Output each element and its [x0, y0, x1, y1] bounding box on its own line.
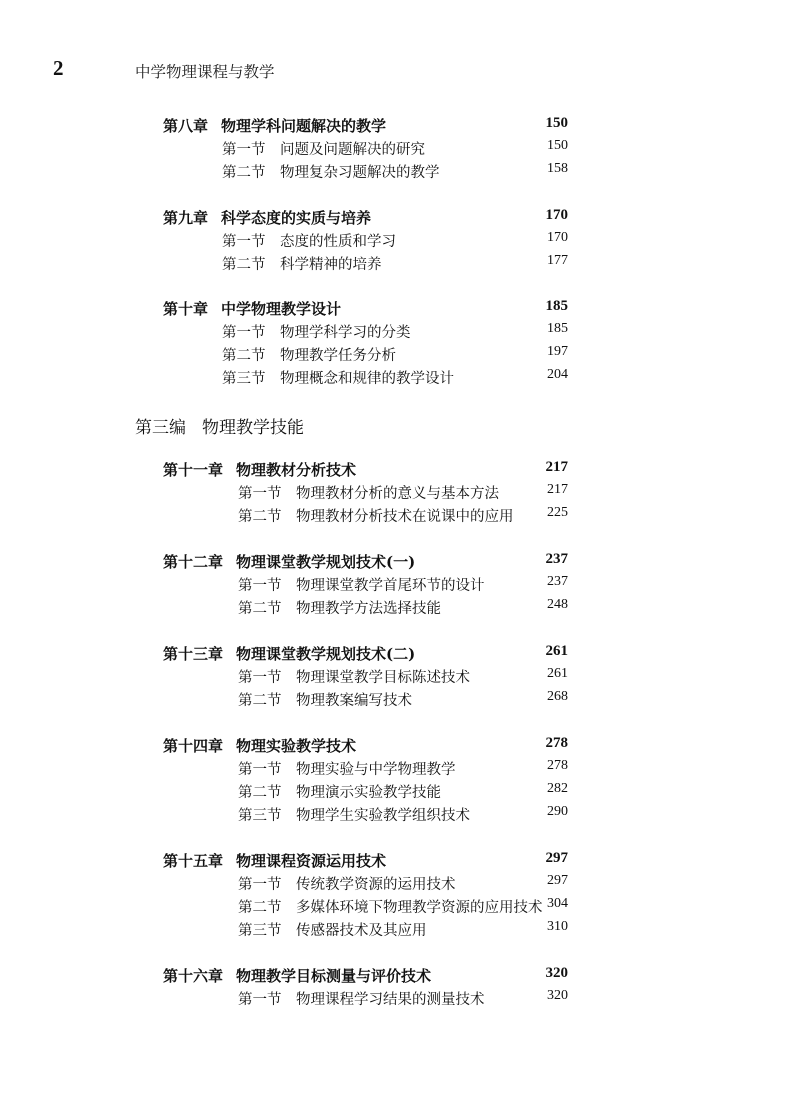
section-entry [238, 873, 568, 895]
section-title: 物理教学任务分析 [280, 348, 396, 364]
section-label: 第二节 [222, 257, 266, 273]
chapter-label: 第十六章 [163, 967, 224, 985]
running-title: 中学物理课程与教学 [135, 63, 275, 81]
chapter-page-number: 185 [545, 298, 568, 314]
section-label: 第二节 [238, 509, 282, 525]
section-page-number: 248 [547, 597, 568, 612]
section-page-number: 177 [547, 253, 568, 268]
section-title: 物理课堂教学首尾环节的设计 [296, 578, 485, 594]
section-page-number: 197 [547, 344, 568, 359]
chapter-page-number: 170 [545, 207, 568, 223]
chapter-title: 物理学科问题解决的教学 [221, 117, 387, 135]
chapter-label: 第九章 [163, 209, 209, 227]
section-entry [238, 804, 568, 826]
section-entry [238, 896, 568, 918]
chapter-title: 物理教材分析技术 [236, 461, 357, 479]
section-page-number: 290 [547, 804, 568, 819]
section-page-number: 185 [547, 321, 568, 336]
section-entry [238, 781, 568, 803]
section-entry [238, 689, 568, 711]
section-entry [238, 666, 568, 688]
section-label: 第一节 [238, 992, 282, 1008]
chapter-label: 第十二章 [163, 553, 224, 571]
section-label: 第一节 [222, 325, 266, 341]
section-label: 第一节 [238, 670, 282, 686]
section-entry [222, 230, 568, 252]
section-page-number: 170 [547, 230, 568, 245]
section-title: 传统教学资源的运用技术 [296, 877, 456, 893]
section-entry [238, 758, 568, 780]
part-heading [135, 413, 304, 438]
section-label: 第一节 [238, 486, 282, 502]
section-title: 物理课程学习结果的测量技术 [296, 992, 485, 1008]
section-page-number: 282 [547, 781, 568, 796]
section-page-number: 278 [547, 758, 568, 773]
section-page-number: 225 [547, 505, 568, 520]
section-page-number: 304 [547, 896, 568, 911]
section-entry [238, 574, 568, 596]
section-label: 第二节 [238, 785, 282, 801]
chapter-entry [163, 298, 568, 320]
chapter-title: 物理课程资源运用技术 [236, 852, 387, 870]
chapter-label: 第十三章 [163, 645, 224, 663]
section-entry [238, 597, 568, 619]
section-page-number: 261 [547, 666, 568, 681]
section-label: 第二节 [238, 900, 282, 916]
section-title: 物理课堂教学目标陈述技术 [296, 670, 470, 686]
chapter-label: 第八章 [163, 117, 209, 135]
section-title: 问题及问题解决的研究 [280, 142, 425, 158]
section-title: 物理教材分析技术在说课中的应用 [296, 509, 514, 525]
section-title: 物理学生实验教学组织技术 [296, 808, 470, 824]
section-entry [222, 367, 568, 389]
section-label: 第一节 [222, 142, 266, 158]
section-title: 物理教材分析的意义与基本方法 [296, 486, 499, 502]
section-title: 物理学科学习的分类 [280, 325, 411, 341]
section-title: 物理教学方法选择技能 [296, 601, 441, 617]
chapter-title: 物理课堂教学规划技术(二) [236, 645, 416, 663]
chapter-entry [163, 643, 568, 665]
section-page-number: 204 [547, 367, 568, 382]
chapter-page-number: 217 [545, 459, 568, 475]
chapter-entry [163, 735, 568, 757]
section-label: 第三节 [222, 371, 266, 387]
chapter-title: 中学物理教学设计 [221, 300, 342, 318]
chapter-title: 物理教学目标测量与评价技术 [236, 967, 432, 985]
section-label: 第二节 [238, 601, 282, 617]
section-entry [222, 253, 568, 275]
section-page-number: 268 [547, 689, 568, 704]
section-label: 第二节 [238, 693, 282, 709]
section-page-number: 297 [547, 873, 568, 888]
section-entry [222, 138, 568, 160]
section-label: 第一节 [238, 578, 282, 594]
chapter-entry [163, 115, 568, 137]
chapter-label: 第十章 [163, 300, 209, 318]
section-label: 第一节 [222, 234, 266, 250]
chapter-page-number: 320 [545, 965, 568, 981]
part-label: 第三编 [135, 418, 186, 438]
section-title: 物理演示实验教学技能 [296, 785, 441, 801]
section-title: 科学精神的培养 [280, 257, 382, 273]
page-number: 2 [53, 56, 64, 80]
chapter-title: 物理课堂教学规划技术(一) [236, 553, 416, 571]
chapter-page-number: 261 [545, 643, 568, 659]
section-entry [238, 482, 568, 504]
section-page-number: 237 [547, 574, 568, 589]
section-entry [238, 988, 568, 1010]
section-title: 传感器技术及其应用 [296, 923, 427, 939]
chapter-title: 物理实验教学技术 [236, 737, 357, 755]
chapter-title: 科学态度的实质与培养 [221, 209, 372, 227]
section-page-number: 158 [547, 161, 568, 176]
chapter-page-number: 297 [545, 850, 568, 866]
section-page-number: 310 [547, 919, 568, 934]
chapter-entry [163, 551, 568, 573]
section-label: 第一节 [238, 762, 282, 778]
chapter-label: 第十一章 [163, 461, 224, 479]
part-title: 物理教学技能 [202, 418, 304, 438]
chapter-page-number: 150 [545, 115, 568, 131]
chapter-entry [163, 459, 568, 481]
section-entry [222, 321, 568, 343]
section-page-number: 217 [547, 482, 568, 497]
section-title: 多媒体环境下物理教学资源的应用技术 [296, 900, 543, 916]
chapter-entry [163, 207, 568, 229]
section-label: 第三节 [238, 808, 282, 824]
chapter-label: 第十五章 [163, 852, 224, 870]
chapter-page-number: 237 [545, 551, 568, 567]
section-title: 物理概念和规律的教学设计 [280, 371, 454, 387]
chapter-label: 第十四章 [163, 737, 224, 755]
section-title: 物理实验与中学物理教学 [296, 762, 456, 778]
section-page-number: 320 [547, 988, 568, 1003]
chapter-entry [163, 965, 568, 987]
section-label: 第二节 [222, 165, 266, 181]
section-entry [222, 344, 568, 366]
section-label: 第二节 [222, 348, 266, 364]
section-title: 物理复杂习题解决的教学 [280, 165, 440, 181]
chapter-page-number: 278 [545, 735, 568, 751]
section-entry [238, 919, 568, 941]
section-page-number: 150 [547, 138, 568, 153]
section-entry [238, 505, 568, 527]
section-label: 第三节 [238, 923, 282, 939]
section-label: 第一节 [238, 877, 282, 893]
chapter-entry [163, 850, 568, 872]
section-title: 物理教案编写技术 [296, 693, 412, 709]
section-entry [222, 161, 568, 183]
section-title: 态度的性质和学习 [280, 234, 396, 250]
